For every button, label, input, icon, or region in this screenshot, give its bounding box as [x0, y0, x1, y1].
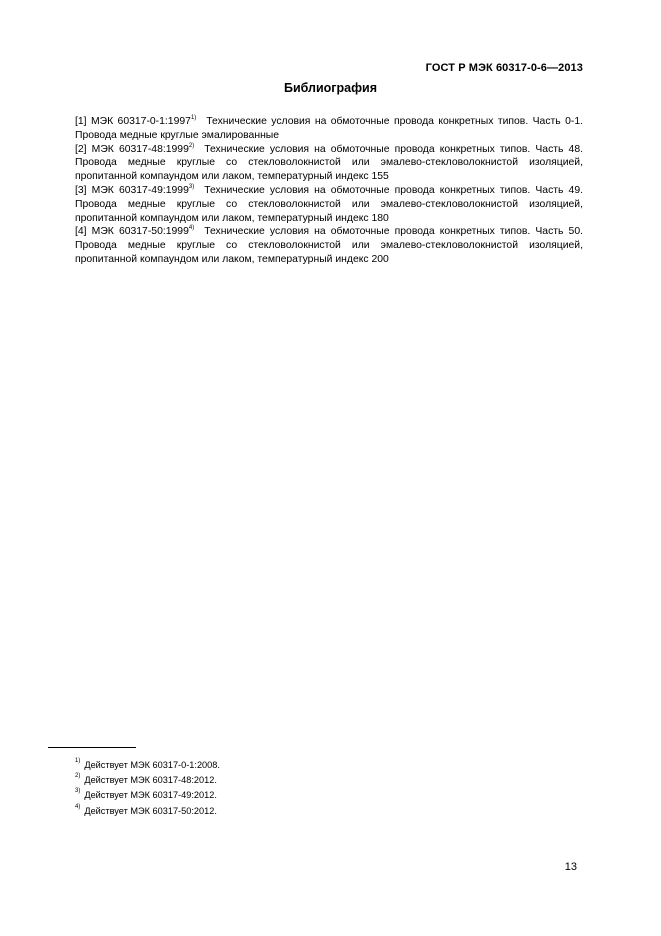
bibliography-entry — [75, 115, 583, 143]
entry-number: [3] — [75, 184, 87, 196]
entry-number: [1] — [75, 116, 87, 127]
footnote-mark: 1) — [75, 758, 81, 764]
page-title: Библиография — [283, 81, 378, 95]
footnote-mark: 3) — [188, 183, 195, 190]
bibliography-list — [75, 115, 583, 267]
entry-text: Технические условия на обмоточные провода конкретных типов. Часть 0-1. Провода медные круглые эмалированные — [75, 116, 583, 141]
footnote — [75, 758, 220, 773]
document-code-header: ГОСТ Р МЭК 60317-0-6—2013 — [425, 62, 583, 74]
footnote — [75, 773, 220, 788]
footnote-text: Действует МЭК 60317-49:2012. — [84, 790, 217, 801]
entry-text: Технические условия на обмоточные провода конкретных типов. Часть 50. Провода медные круглые со стекловолокнистой или эмалево-стекловолокнистой изоляцией, пропитанной компаундом или лаком, температурный индекс 200 — [75, 226, 583, 265]
footnote-text: Действует МЭК 60317-48:2012. — [84, 775, 217, 786]
footnote — [75, 804, 220, 819]
footnote-text: Действует МЭК 60317-0-1:2008. — [84, 760, 220, 770]
entry-reference: МЭК 60317-0-1:1997 — [90, 116, 191, 127]
footnote-mark: 3) — [75, 788, 81, 795]
entry-number: [4] — [75, 226, 87, 238]
bibliography-entry — [75, 184, 583, 225]
footnote-mark: 2) — [75, 773, 81, 780]
entry-number: [2] — [75, 143, 87, 155]
entry-text: Технические условия на обмоточные провода конкретных типов. Часть 49. Провода медные круглые со стекловолокнистой или эмалево-стекловолокнистой изоляцией, пропитанной компаундом или лаком, температурный индекс 180 — [75, 184, 583, 224]
footnote-mark: 2) — [188, 142, 195, 149]
entry-reference: МЭК 60317-50:1999 — [91, 226, 189, 238]
entry-text: Технические условия на обмоточные провода конкретных типов. Часть 48. Провода медные круглые со стекловолокнистой или эмалево-стекловолокнистой изоляцией, пропитанной компаундом или лаком, температурный индекс 155 — [75, 143, 583, 183]
footnote-mark: 4) — [188, 225, 195, 232]
page-number: 13 — [564, 861, 577, 873]
entry-reference: МЭК 60317-49:1999 — [91, 184, 189, 196]
footnote-text: Действует МЭК 60317-50:2012. — [84, 805, 217, 816]
footnote-mark: 4) — [75, 803, 81, 810]
entry-reference: МЭК 60317-48:1999 — [91, 143, 189, 155]
footnote-divider — [48, 747, 136, 748]
footnote-mark: 1) — [190, 115, 197, 121]
footnotes-list — [75, 758, 220, 819]
bibliography-entry — [75, 143, 583, 184]
footnote — [75, 788, 220, 803]
bibliography-entry — [75, 225, 583, 266]
